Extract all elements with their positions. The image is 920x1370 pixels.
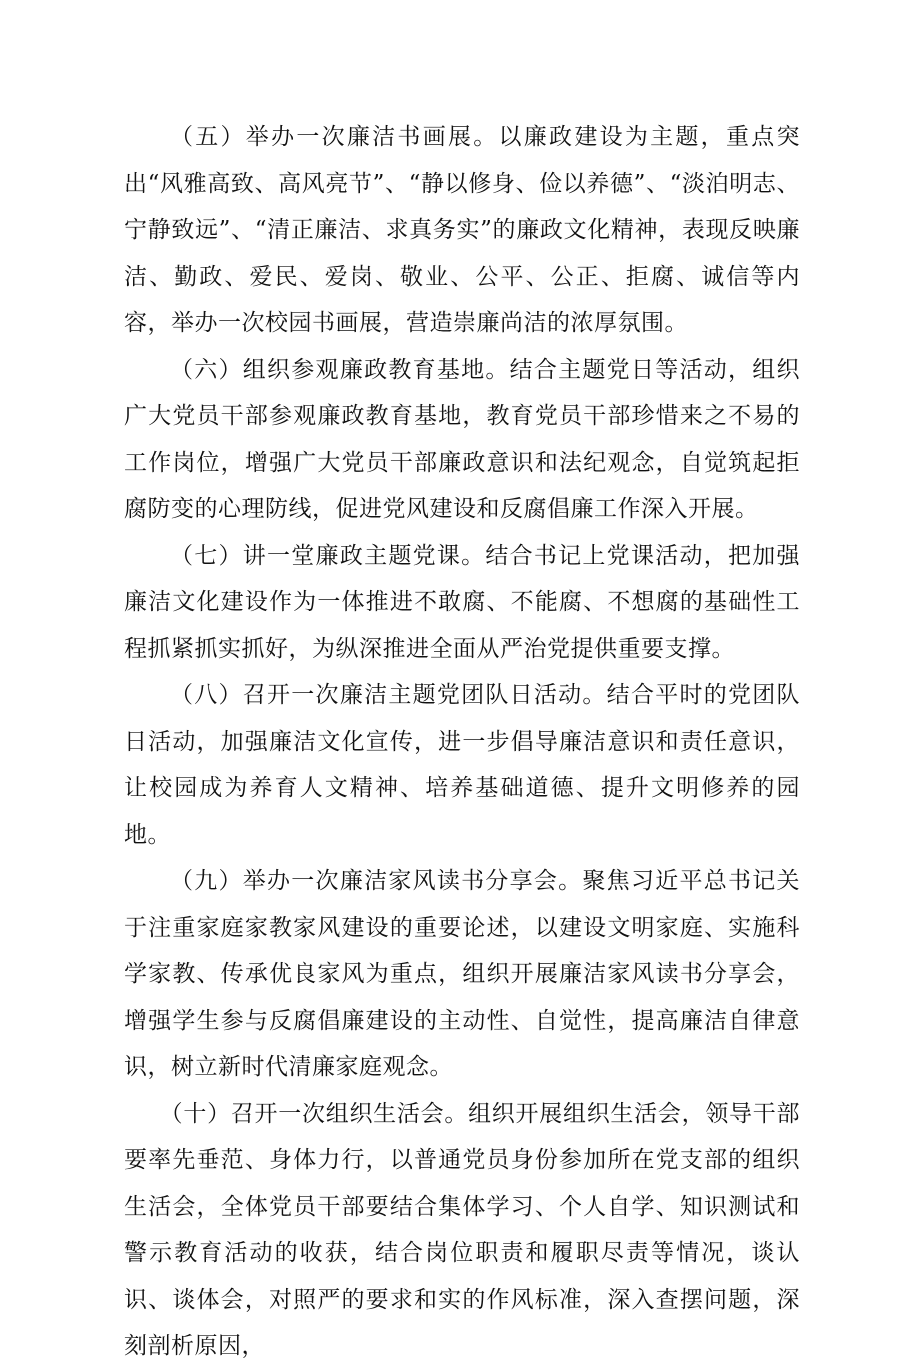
paragraph-8-theme-day-activity: （八）召开一次廉洁主题党团队日活动。结合平时的党团队日活动，加强廉洁文化宣传，进一步倡导廉洁意识和责任意识，让校园成为养育人文精神、培养基础道德、提升文明修养的园地。 — [124, 682, 800, 848]
paragraph-7-party-lecture: （七）讲一堂廉政主题党课。结合书记上党课活动，把加强廉洁文化建设作为一体推进不敢腐、不能腐、不想腐的基础性工程抓紧抓实抓好，为纵深推进全面从严治党提供重要支撑。 — [124, 542, 800, 662]
paragraph-10-organization-life-meeting: （十）召开一次组织生活会。组织开展组织生活会，领导干部要率先垂范、身体力行，以普通党员身份参加所在党支部的组织生活会，全体党员干部要结合集体学习、个人自学、知识测试和警示教育活动的收获，结合岗位职责和履职尽责等情况，谈认识、谈体会，对照严的要求和实的作风标准，深入查摆问题，深刻剖析原因， — [124, 1100, 800, 1359]
paragraph-6-visit-education-base: （六）组织参观廉政教育基地。结合主题党日等活动，组织广大党员干部参观廉政教育基地，教育党员干部珍惜来之不易的工作岗位，增强广大党员干部廉政意识和法纪观念，自觉筑起拒腐防变的心理防线，促进党风建设和反腐倡廉工作深入开展。 — [124, 356, 800, 522]
paragraph-9-family-reading-session: （九）举办一次廉洁家风读书分享会。聚焦习近平总书记关于注重家庭家教家风建设的重要论述，以建设文明家庭、实施科学家教、传承优良家风为重点，组织开展廉洁家风读书分享会，增强学生参与反腐倡廉建设的主动性、自觉性，提高廉洁自律意识，树立新时代清廉家庭观念。 — [124, 868, 800, 1080]
document-body — [124, 114, 800, 1370]
paragraph-5-calligraphy-exhibition: （五）举办一次廉洁书画展。以廉政建设为主题，重点突出“风雅高致、高风亮节”、“静以修身、俭以养德”、“淡泊明志、宁静致远”、“清正廉洁、求真务实”的廉政文化精神，表现反映廉洁、勤政、爱民、爱岗、敬业、公平、公正、拒腐、诚信等内容，举办一次校园书画展，营造崇廉尚洁的浓厚氛围。 — [124, 124, 800, 336]
